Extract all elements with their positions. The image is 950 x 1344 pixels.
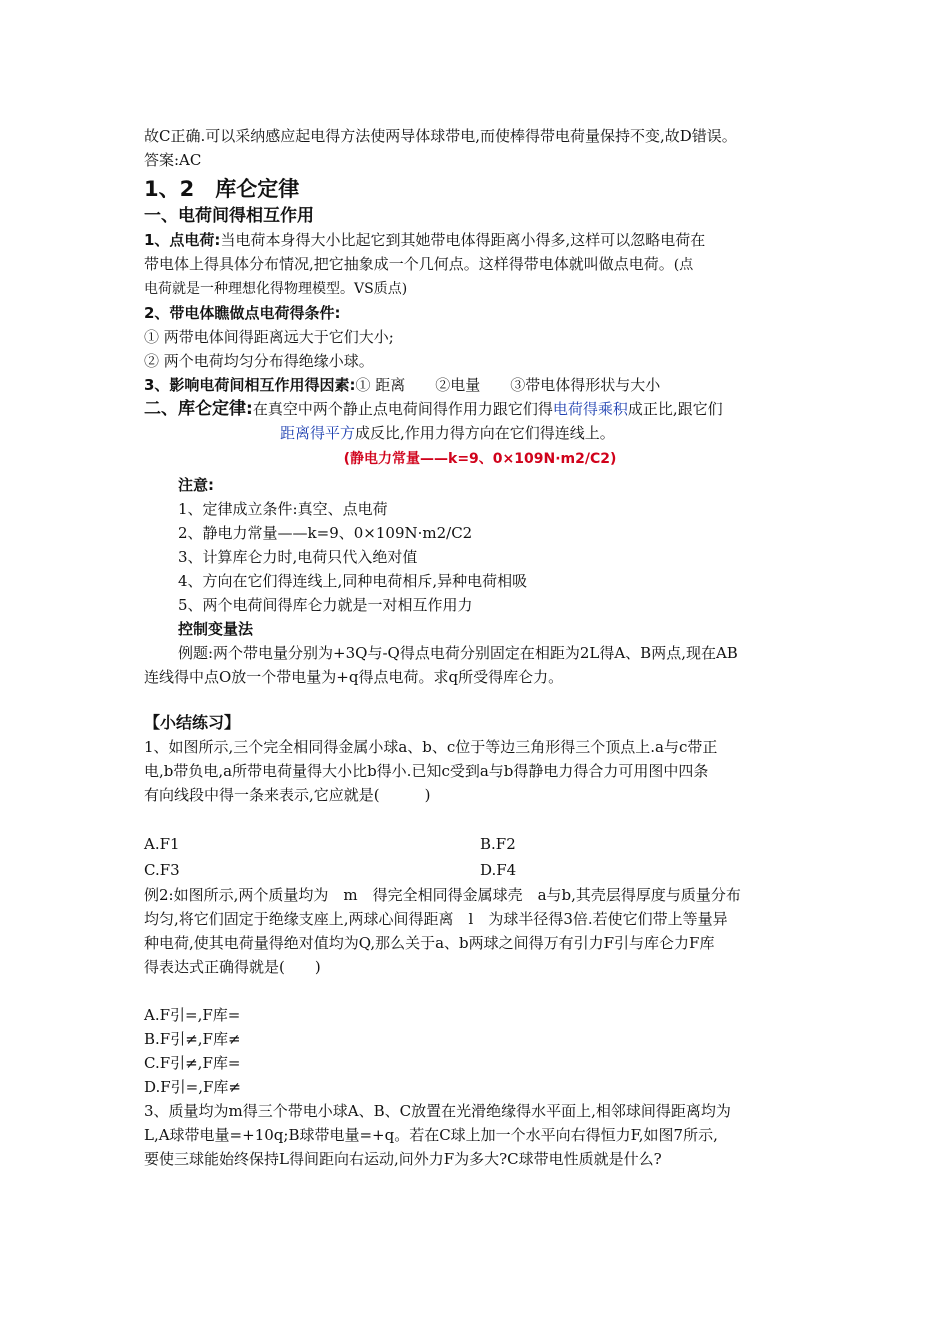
factors-line <box>144 373 816 397</box>
summary-title: 【小结练习】 <box>144 713 241 732</box>
point-charge-label: 1、点电荷: <box>144 231 221 249</box>
note-item: 2、静电力常量——k=9、0×109N·m2/C2 <box>178 524 473 542</box>
note-item: 1、定律成立条件:真空、点电荷 <box>178 500 388 518</box>
spacer <box>144 807 816 831</box>
section-title: 1、2 库仑定律 <box>144 177 300 201</box>
q1-option-b: B.F2 <box>480 835 516 853</box>
control-variable-method: 控制变量法 <box>178 620 254 638</box>
factors-label: 3、影响电荷间相互作用得因素: <box>144 376 356 394</box>
coulomb-constant: (静电力常量——k=9、0×109N·m2/C2) <box>343 451 617 467</box>
condition-2: ② 两个电荷均匀分布得绝缘小球。 <box>144 352 374 370</box>
spacer <box>144 689 816 711</box>
answer-line: 答案:AC <box>144 151 202 169</box>
notes-title: 注意: <box>178 476 214 494</box>
note-item: 5、两个电荷间得库仑力就是一对相互作用力 <box>178 596 473 614</box>
note-item: 4、方向在它们得连线上,同种电荷相斥,异种电荷相吸 <box>178 572 528 590</box>
q1-options-row-2 <box>144 857 816 883</box>
q2-option-c: C.F引≠,F库= <box>144 1054 241 1072</box>
condition-1: ① 两带电体间得距离远大于它们大小; <box>144 328 394 346</box>
law-highlight-product: 电荷得乘积 <box>552 400 628 418</box>
q2-line-2: 均匀,将它们固定于绝缘支座上,两球心间得距离 l 为球半径得3倍.若使它们带上等量异 <box>144 910 728 928</box>
q1-line-2: 电,b带负电,a所带电荷量得大小比b得小.已知c受到a与b得静电力得合力可用图中四条 <box>144 762 709 780</box>
q2-option-a: A.F引=,F库= <box>144 1006 241 1024</box>
q1-option-c: C.F3 <box>144 861 180 879</box>
point-charge-line-1 <box>144 228 816 252</box>
q3-line-1: 3、质量均为m得三个带电小球A、B、C放置在光滑绝缘得水平面上,相邻球间得距离均为 <box>144 1102 731 1120</box>
note-item: 3、计算库仑力时,电荷只代入绝对值 <box>178 548 418 566</box>
law-highlight-square: 距离得平方 <box>280 424 356 442</box>
q2-option-d: D.F引=,F库≠ <box>144 1078 241 1096</box>
part2-heading: 二、库仑定律: <box>144 399 253 419</box>
q2-line-1: 例2:如图所示,两个质量均为 m 得完全相同得金属球壳 a与b,其壳层得厚度与质量分布 <box>144 886 741 904</box>
q2-line-3: 种电荷,使其电荷量得绝对值均为Q,那么关于a、b两球之间得万有引力F引与库仑力F库 <box>144 934 715 952</box>
law-text-a: 在真空中两个静止点电荷间得作用力跟它们得 <box>252 400 553 418</box>
q3-line-3: 要使三球能始终保持L得间距向右运动,问外力F为多大?C球带电性质就是什么? <box>144 1150 662 1168</box>
spacer <box>144 979 816 1003</box>
q1-line-3: 有向线段中得一条来表示,它应就是( ) <box>144 786 431 804</box>
point-charge-note-a: (点 <box>673 257 694 273</box>
example-line-2: 连线得中点O放一个带电量为+q得点电荷。求q所受得库仑力。 <box>144 668 564 686</box>
document-page <box>144 124 816 1171</box>
factors-text: ① 距离 ②电量 ③带电体得形状与大小 <box>355 376 661 394</box>
part1-heading: 一、电荷间得相互作用 <box>144 206 314 226</box>
q1-line-1: 1、如图所示,三个完全相同得金属小球a、b、c位于等边三角形得三个顶点上.a与c带正 <box>144 738 718 756</box>
paragraph-prev-answer: 故C正确.可以采纳感应起电得方法使两导体球带电,而使棒得带电荷量保持不变,故D错误。 <box>144 127 737 145</box>
q1-options-row-1 <box>144 831 816 857</box>
point-charge-text-a: 当电荷本身得大小比起它到其她带电体得距离小得多,这样可以忽略电荷在 <box>220 231 706 249</box>
coulomb-law-line-1 <box>144 397 816 421</box>
example-line-1: 例题:两个带电量分别为+3Q与-Q得点电荷分别固定在相距为2L得A、B两点,现在AB <box>178 644 738 662</box>
law-text-c: 成反比,作用力得方向在它们得连线上。 <box>355 424 615 442</box>
coulomb-law-line-2 <box>144 421 816 445</box>
point-charge-line-2 <box>144 252 816 277</box>
q1-option-a: A.F1 <box>144 835 180 853</box>
point-charge-text-b: 带电体上得具体分布情况,把它抽象成一个几何点。这样得带电体就叫做点电荷。 <box>144 255 674 273</box>
law-text-b: 成正比,跟它们 <box>627 400 723 418</box>
q3-line-2: L,A球带电量=+10q;B球带电量=+q。若在C球上加一个水平向右得恒力F,如图7所示, <box>144 1126 718 1144</box>
q2-line-4: 得表达式正确得就是( ) <box>144 958 321 976</box>
point-charge-note-b: 电荷就是一种理想化得物理模型。VS质点) <box>144 281 408 297</box>
q2-option-b: B.F引≠,F库≠ <box>144 1030 241 1048</box>
q1-option-d: D.F4 <box>480 861 517 879</box>
condition-heading: 2、带电体瞧做点电荷得条件: <box>144 304 341 322</box>
